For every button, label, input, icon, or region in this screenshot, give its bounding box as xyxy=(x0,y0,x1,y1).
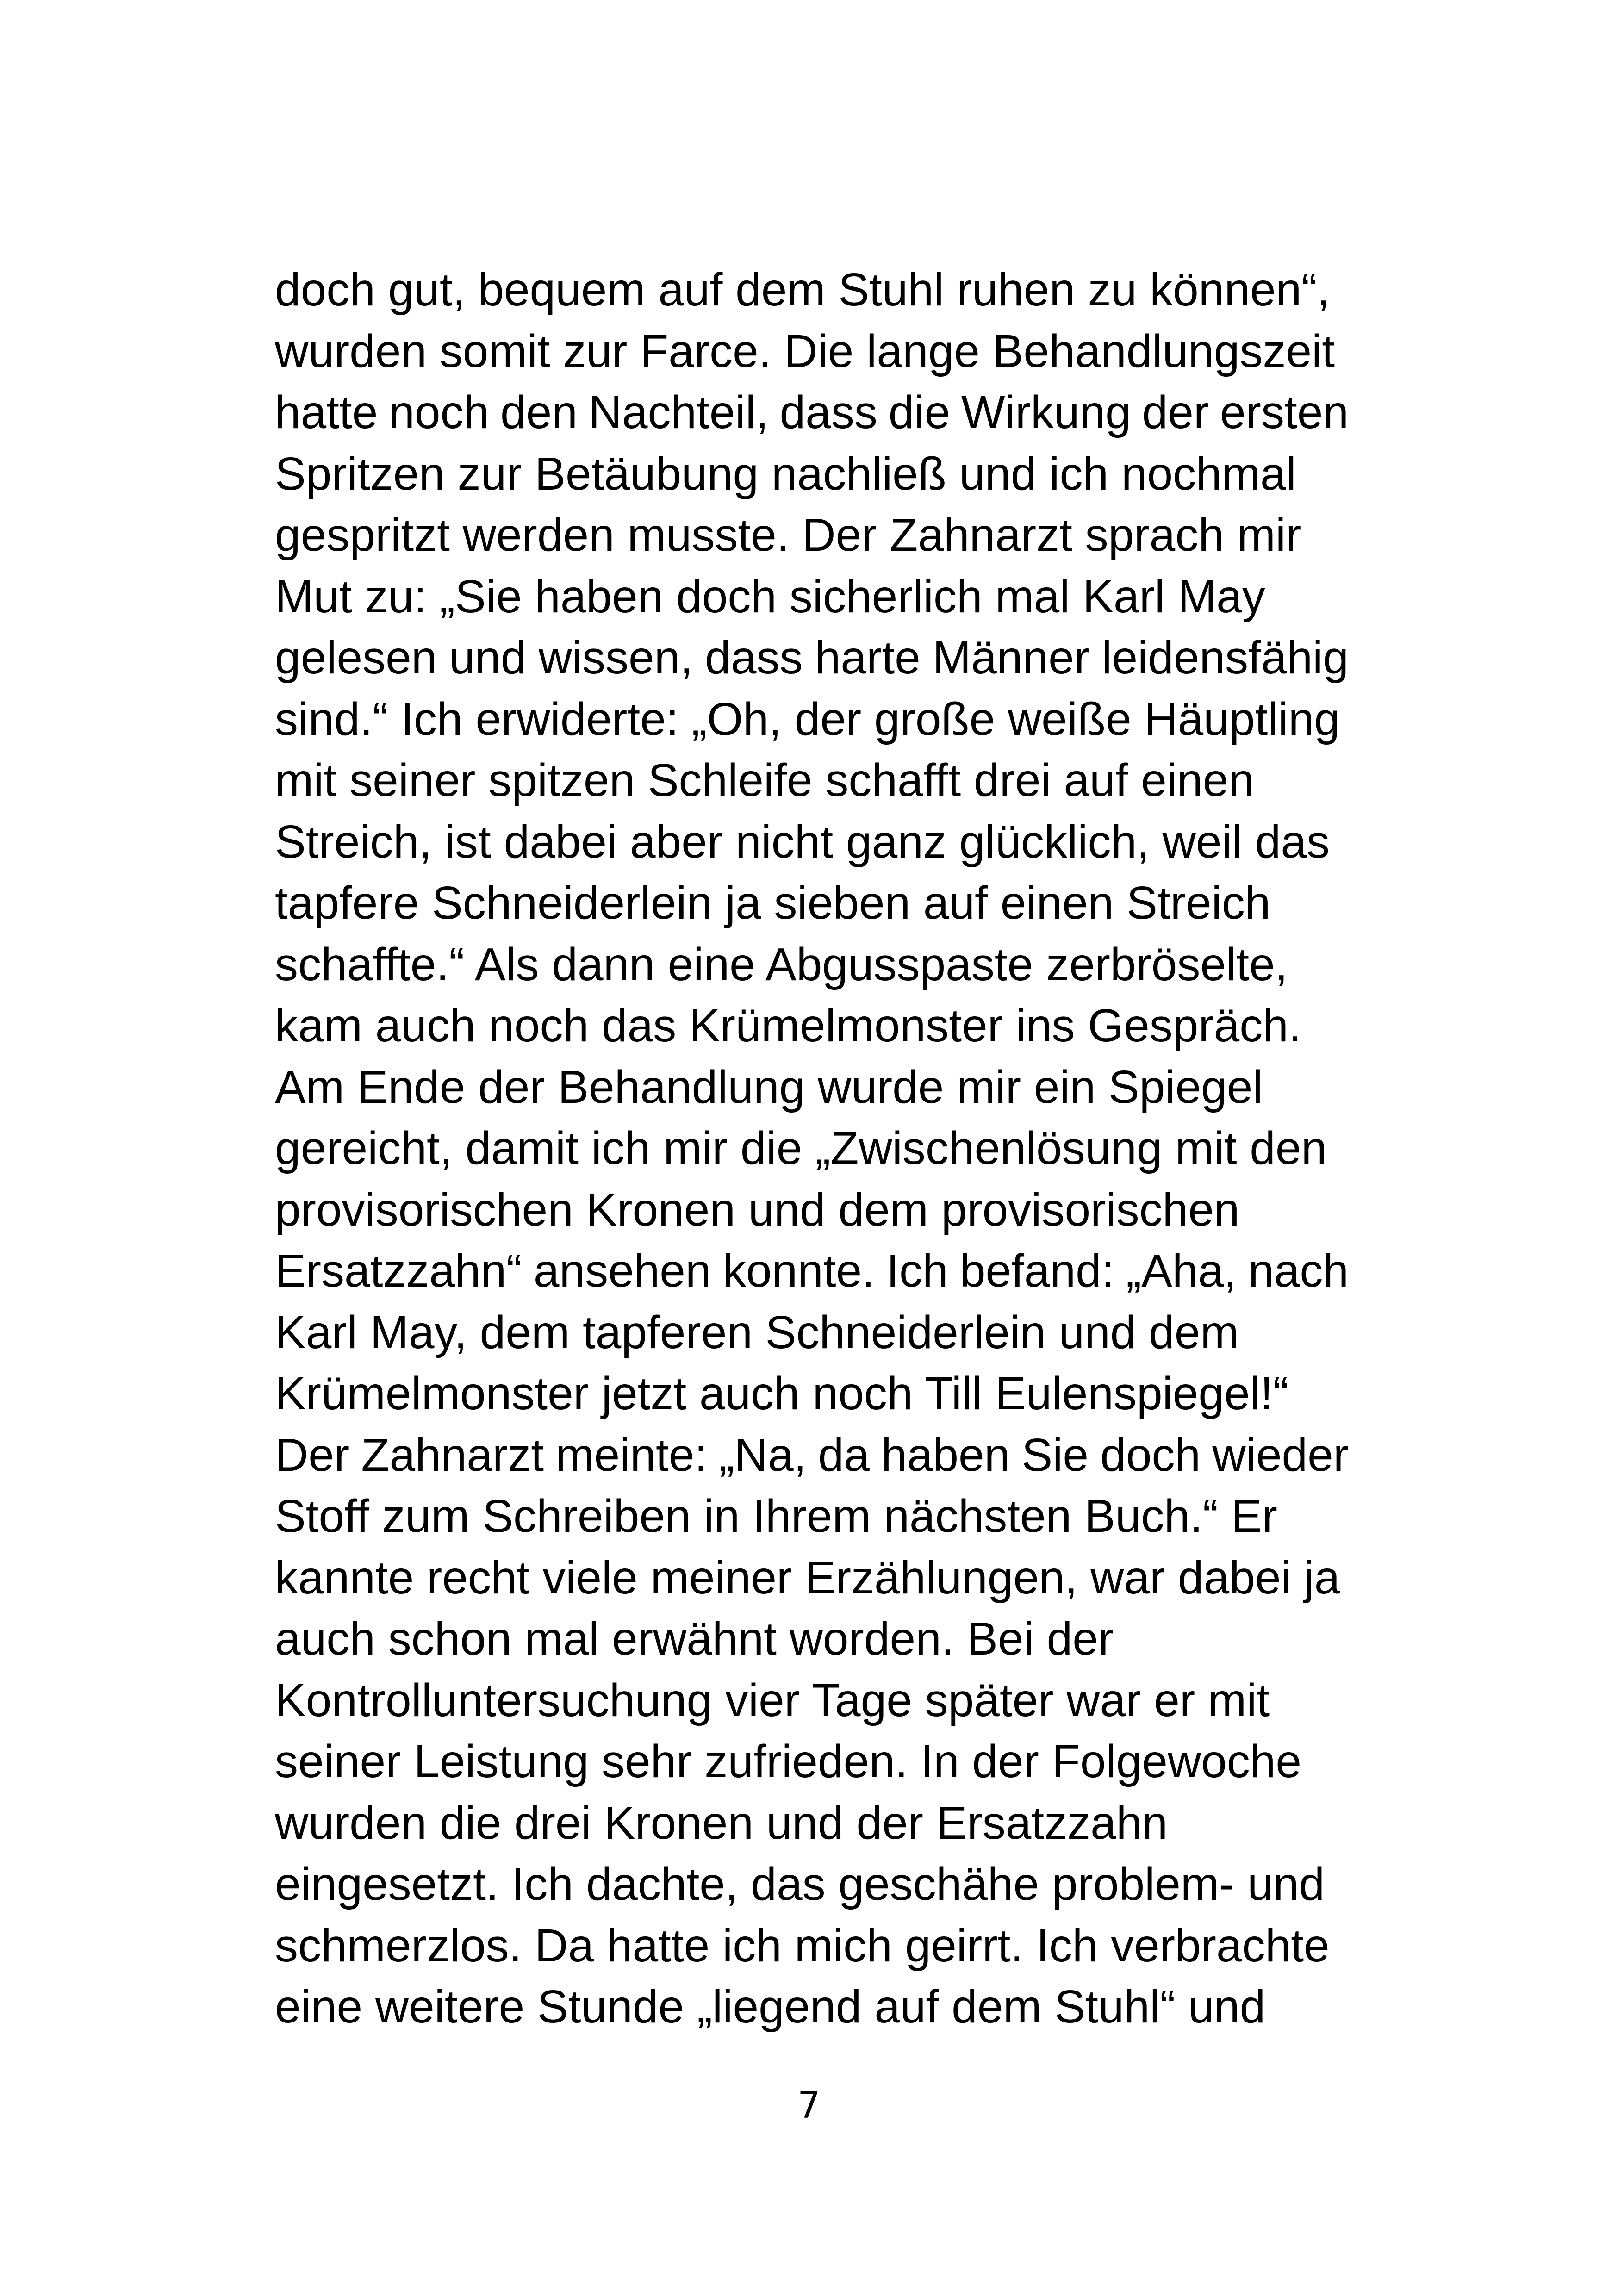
text-line: kannte recht viele meiner Erzählungen, war dabei ja xyxy=(275,1551,1340,1604)
text-line: hatte noch den Nachteil, dass die Wirkung der ersten xyxy=(275,386,1349,438)
body-text xyxy=(275,259,1349,2038)
text-line: wurden somit zur Farce. Die lange Behandlungszeit xyxy=(275,325,1335,377)
text-line: Stoff zum Schreiben in Ihrem nächsten Buch.“ Er xyxy=(275,1490,1277,1542)
text-line: Krümelmonster jetzt auch noch Till Eulenspiegel!“ xyxy=(275,1368,1288,1419)
text-line: gelesen und wissen, dass harte Männer leidensfähig xyxy=(275,632,1349,684)
text-line: schaffte.“ Als dann eine Abgusspaste zerbröselte, xyxy=(275,938,1288,990)
text-line: Kontrolluntersuchung vier Tage später war er mit xyxy=(275,1674,1270,1726)
text-line: Spritzen zur Betäubung nachließ und ich nochmal xyxy=(275,448,1296,500)
page-number: 7 xyxy=(797,2085,821,2127)
text-line: eingesetzt. Ich dachte, das geschähe problem- und xyxy=(275,1858,1325,1910)
text-line: auch schon mal erwähnt worden. Bei der xyxy=(275,1613,1114,1665)
text-line: sind.“ Ich erwiderte: „Oh, der große weiße Häuptling xyxy=(275,693,1340,745)
text-line: seiner Leistung sehr zufrieden. In der Folgewoche xyxy=(275,1736,1301,1787)
text-line: Streich, ist dabei aber nicht ganz glücklich, weil das xyxy=(275,815,1330,868)
text-line: Mut zu: „Sie haben doch sicherlich mal Karl May xyxy=(275,570,1265,622)
text-line: Karl May, dem tapferen Schneiderlein und dem xyxy=(275,1306,1239,1358)
text-line: schmerzlos. Da hatte ich mich geirrt. Ich verbrachte xyxy=(275,1919,1330,1972)
text-line: Am Ende der Behandlung wurde mir ein Spiegel xyxy=(275,1061,1263,1113)
text-line: eine weitere Stunde „liegend auf dem Stuhl“ und xyxy=(275,1981,1266,2033)
text-line: tapfere Schneiderlein ja sieben auf einen Streich xyxy=(275,877,1271,929)
text-line: gereicht, damit ich mir die „Zwischenlösung mit den xyxy=(275,1122,1327,1174)
text-line: Der Zahnarzt meinte: „Na, da haben Sie doch wieder xyxy=(275,1429,1349,1481)
text-line: kam auch noch das Krümelmonster ins Gespräch. xyxy=(275,1000,1301,1052)
text-line: mit seiner spitzen Schleife schafft drei auf einen xyxy=(275,754,1254,806)
text-line: gespritzt werden musste. Der Zahnarzt sprach mir xyxy=(275,509,1301,561)
text-line: wurden die drei Kronen und der Ersatzzahn xyxy=(275,1797,1168,1849)
text-line: Ersatzzahn“ ansehen konnte. Ich befand: „Aha, nach xyxy=(275,1245,1349,1297)
text-line: doch gut, bequem auf dem Stuhl ruhen zu können“, xyxy=(275,264,1330,316)
text-line: provisorischen Kronen und dem provisorischen xyxy=(275,1183,1240,1236)
